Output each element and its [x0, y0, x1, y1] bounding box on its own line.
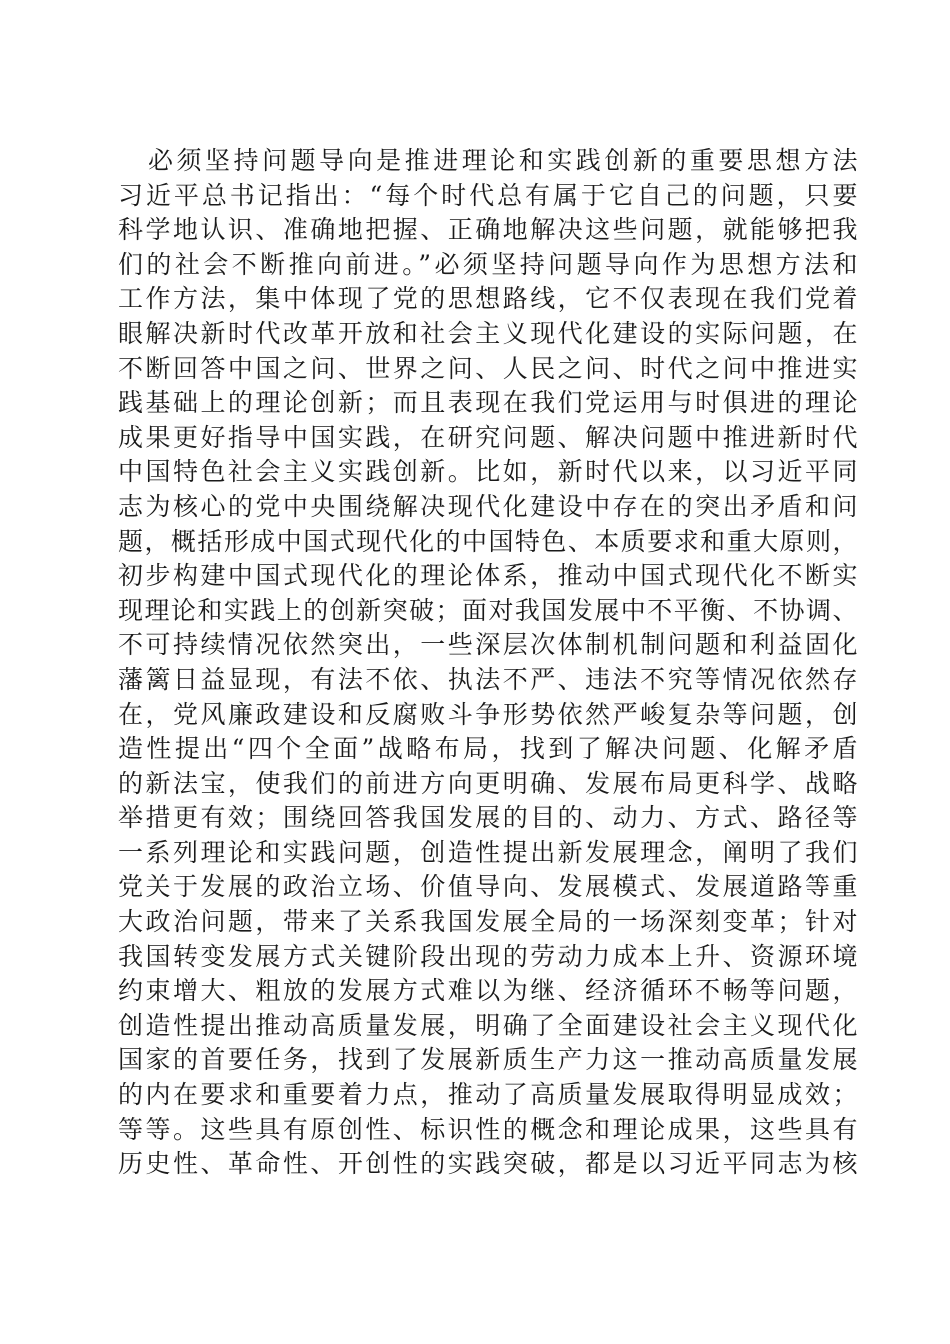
text-line: 藩篱日益显现，有法不依、执法不严、违法不究等情况依然存	[118, 664, 858, 694]
text-line: 历史性、革命性、开创性的实践突破，都是以习近平同志为核	[118, 1149, 858, 1179]
text-line: 不可持续情况依然突出，一些深层次体制机制问题和利益固化	[118, 630, 858, 660]
text-line: 的新法宝，使我们的前进方向更明确、发展布局更科学、战略	[118, 768, 858, 798]
text-line: 必须坚持问题导向是推进理论和实践创新的重要思想方法	[148, 146, 858, 175]
text-line: 约束增大、粗放的发展方式难以为继、经济循环不畅等问题，	[118, 976, 858, 1006]
text-line: 们的社会不断推向前进。”必须坚持问题导向作为思想方法和	[118, 249, 858, 279]
text-line: 国家的首要任务，找到了发展新质生产力这一推动高质量发展	[118, 1045, 858, 1075]
text-line: 我国转变发展方式关键阶段出现的劳动力成本上升、资源环境	[118, 941, 858, 971]
body-text	[118, 144, 858, 1182]
text-line: 创造性提出推动高质量发展，明确了全面建设社会主义现代化	[118, 1010, 858, 1040]
text-line: 题，概括形成中国式现代化的中国特色、本质要求和重大原则，	[118, 526, 858, 556]
text-line: 一系列理论和实践问题，创造性提出新发展理念，阐明了我们	[118, 837, 858, 867]
text-line: 初步构建中国式现代化的理论体系，推动中国式现代化不断实	[118, 561, 858, 591]
text-line: 造性提出“四个全面”战略布局，找到了解决问题、化解矛盾	[118, 734, 858, 764]
text-line: 大政治问题，带来了关系我国发展全局的一场深刻变革；针对	[118, 907, 858, 937]
text-line: 不断回答中国之问、世界之问、人民之问、时代之问中推进实	[118, 353, 858, 383]
text-line: 在，党风廉政建设和反腐败斗争形势依然严峻复杂等问题，创	[118, 699, 858, 729]
text-line: 工作方法，集中体现了党的思想路线，它不仅表现在我们党着	[118, 284, 858, 314]
text-line: 科学地认识、准确地把握、正确地解决这些问题，就能够把我	[118, 215, 858, 245]
text-line: 现理论和实践上的创新突破；面对我国发展中不平衡、不协调、	[118, 595, 858, 625]
text-line: 等等。这些具有原创性、标识性的概念和理论成果，这些具有	[118, 1114, 858, 1144]
text-line: 的内在要求和重要着力点，推动了高质量发展取得明显成效；	[118, 1080, 858, 1110]
text-line: 志为核心的党中央围绕解决现代化建设中存在的突出矛盾和问	[118, 491, 858, 521]
text-line: 习近平总书记指出：“每个时代总有属于它自己的问题，只要	[118, 180, 858, 210]
text-line: 成果更好指导中国实践，在研究问题、解决问题中推进新时代	[118, 422, 858, 452]
text-line: 举措更有效；围绕回答我国发展的目的、动力、方式、路径等	[118, 803, 858, 833]
text-line: 践基础上的理论创新；而且表现在我们党运用与时俱进的理论	[118, 388, 858, 418]
text-line: 中国特色社会主义实践创新。比如，新时代以来，以习近平同	[118, 457, 858, 487]
text-line: 眼解决新时代改革开放和社会主义现代化建设的实际问题，在	[118, 318, 858, 348]
text-line: 党关于发展的政治立场、价值导向、发展模式、发展道路等重	[118, 872, 858, 902]
